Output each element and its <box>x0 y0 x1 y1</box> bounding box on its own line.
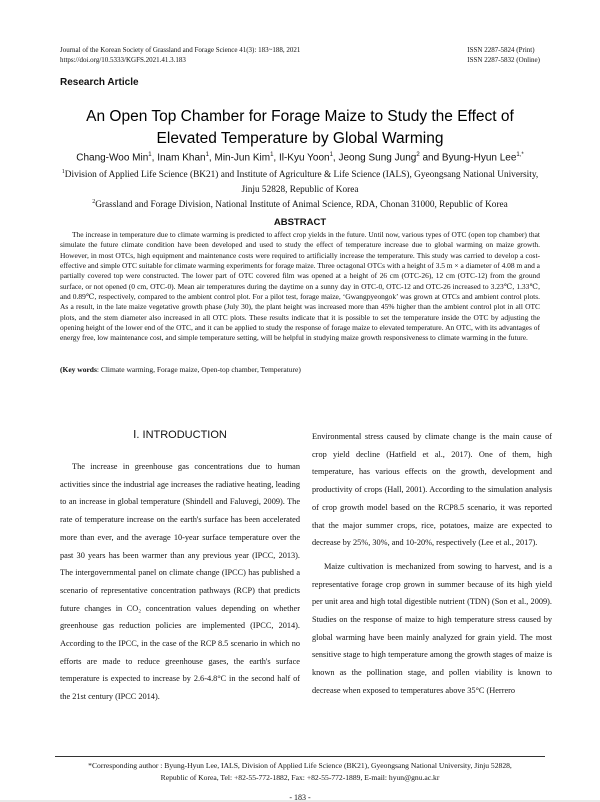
paper-title <box>40 106 560 150</box>
issn-online: ISSN 2287-5832 (Online) <box>467 56 540 64</box>
author-affil-mark: 1 <box>148 152 152 158</box>
author-name: Chang-Woo Min <box>76 152 149 164</box>
author-name: Min-Jun Kim <box>214 152 271 164</box>
article-type: Research Article <box>60 77 139 88</box>
abstract-heading: ABSTRACT <box>273 217 327 228</box>
abstract-body: The increase in temperature due to climate warming is predicted to affect crop yields in the future. Until now, various types of OTC (open top chamber) that simulate the future climate condition have been developed and used to study the effect of temperature increase due to global warming on maize growth. However, in most OTCs, high equipment and maintenance costs were required to artificially increase the temperature. This study was carried to develop a cost-effective and simple OTC suitable for climate warming experiments for forage maize. Three octagonal OTCs with a height of 3.5 m × a diameter of 4.08 m and a partially covered top were constructed. The lower part of OTC covered film was opened at a height of 26 cm (OTC-26), 12 cm (OTC-12) from the ground surface, or not opened (0 cm, OTC-0). Mean air temperatures during the daytime on a sunny day in OTC-0, OTC-12 and OTC-26 increased to 3.23℃, 1.33℃, and 0.89℃, respectively, compared to the ambient control plot. For a pilot test, forage maize, ‘Gwangpyeongok’ was grown at OTCs and ambient control plots. As a result, in the late maize vegetative growth phase (July 30), the plant height was increased more than 45% higher than the ambient control plot in all OTC plots, and the stem diameter also increased in all OTC plots. These results indicate that it is possible to set the temperature inside the OTC by adjusting the opening height of the lower end of the OTC, and it can be applied to study the response of forage maize to elevated temperature. An OTC, with its advantages of energy free, low maintenance cost, and simple temperature setting, will be helpful in studying maize growth responsiveness to climate warming in the future. <box>60 230 540 343</box>
footnote-line-2: Republic of Korea, Tel: +82-55-772-1882, Fax: +82-55-772-1889, E-mail: hyun@gnu.ac.kr <box>160 772 440 782</box>
affiliation-2 <box>55 195 545 213</box>
author-affil-mark: 1 <box>205 152 209 158</box>
intro-paragraph-2: Environmental stress caused by climate change is the main cause of crop yield decline (Hatfield et al., 2017). One of them, high temperature, has various effects on the growth, development and productivity of crops (Hall, 2001). According to the simulation analysis of crop growth model based on the RCP8.5 scenario, it was reported that the major summer crops, rice, potatoes, maize are expected to decrease by 25%, 30%, and 10-20%, respectively (Lee et al., 2017). <box>312 432 552 548</box>
author-affil-mark: 1 <box>329 152 333 158</box>
page-number: - 183 - <box>289 793 311 802</box>
footnote-divider <box>55 756 545 757</box>
journal-citation: Journal of the Korean Society of Grassland and Forage Science 41(3): 183~188, 2021 <box>60 46 301 54</box>
affiliation-1-line-1: Division of Applied Life Science (BK21) and Institute of Agriculture & Life Science (IALS), Gyeongsang National University, <box>64 170 539 181</box>
title-line-1: An Open Top Chamber for Forage Maize to Study the Effect of <box>86 108 514 125</box>
author-affil-mark: 2 <box>416 152 420 158</box>
issn-print: ISSN 2287-5824 (Print) <box>467 46 535 54</box>
intro-paragraph-1: The increase in greenhouse gas concentrations due to human activities since the industrial age increases the radiative heating, leading to an increase in global temperature (Shindell and Faluvegi, 2009). The rate of temperature increase on the earth's surface has been accelerated more than ever, and the average 10-year surface temperature over the past 30 years has been warmer than any previous year (IPCC, 2013). The intergovernmental panel on climate change (IPCC) has published a scenario of representative concentration pathways (RCP) that predicts future changes in CO₂ concentration values depending on whether greenhouse gas reduction policies are implemented (IPCC, 2014). According to the IPCC, in the case of the RCP 8.5 scenario in which no efforts are made to reduce greenhouse gases, the earth's surface temperature is expected to increase by 2.6-4.8°C in the second half of the 21st century (IPCC 2014). <box>60 462 300 702</box>
keywords-label: (Key words <box>60 365 97 374</box>
corresponding-author-footnote <box>60 760 540 783</box>
doi-link[interactable]: https://doi.org/10.5333/KGFS.2021.41.3.183 <box>60 56 186 64</box>
author-name: Jeong Sung Jung <box>338 152 417 164</box>
right-column <box>312 428 552 700</box>
affiliation-2-mark: 2 <box>92 199 96 205</box>
running-header <box>60 45 540 65</box>
keywords <box>60 365 540 374</box>
footnote-line-1: *Corresponding author : Byung-Hyun Lee, IALS, Division of Applied Life Science (BK21), Gyeongsang National University, Jinju 52828, <box>88 761 512 770</box>
left-column <box>60 458 300 706</box>
affiliation-1 <box>55 165 545 198</box>
author-affil-mark: 1 <box>270 152 274 158</box>
section-heading-introduction: Ⅰ. INTRODUCTION <box>133 429 227 441</box>
author-name: Inam Khan <box>157 152 206 164</box>
keywords-text: : Climate warming, Forage maize, Open-top chamber, Temperature) <box>96 365 301 374</box>
author-name: Byung-Hyun Lee <box>441 152 517 164</box>
affiliation-1-mark: 1 <box>61 169 65 175</box>
author-list: Chang-Woo Min$^1$, Inam Khan$^1$, Min-Jun Kim$^1$, Il-Kyu Yoon$^1$, Jeong Sung Jung$^2$ and Byung-Hyun Lee$^{1,*}$ <box>76 152 524 164</box>
affiliation-1-line-2: Jinju 52828, Republic of Korea <box>241 185 359 196</box>
author-name: Il-Kyu Yoon <box>278 152 330 164</box>
affiliation-2-text: Grassland and Forage Division, National Institute of Animal Science, RDA, Chonan 31000, Republic of Korea <box>95 200 508 211</box>
title-line-2: Elevated Temperature by Global Warming <box>156 130 444 147</box>
intro-paragraph-3: Maize cultivation is mechanized from sowing to harvest, and is a representative forage crop grown in summer because of its high yield per unit area and high total digestible nutrient (TDN) (Son et al., 2009). Studies on the response of maize to high temperature stress caused by global warming have been mainly analyzed for grain yield. The most sensitive stage to high temperature among the growth stages of maize is known as the pollination stage, and pollen viability is known to decrease when exposed to temperatures above 35°C (Herrero <box>312 561 552 695</box>
author-affil-mark: 1,* <box>516 152 524 158</box>
